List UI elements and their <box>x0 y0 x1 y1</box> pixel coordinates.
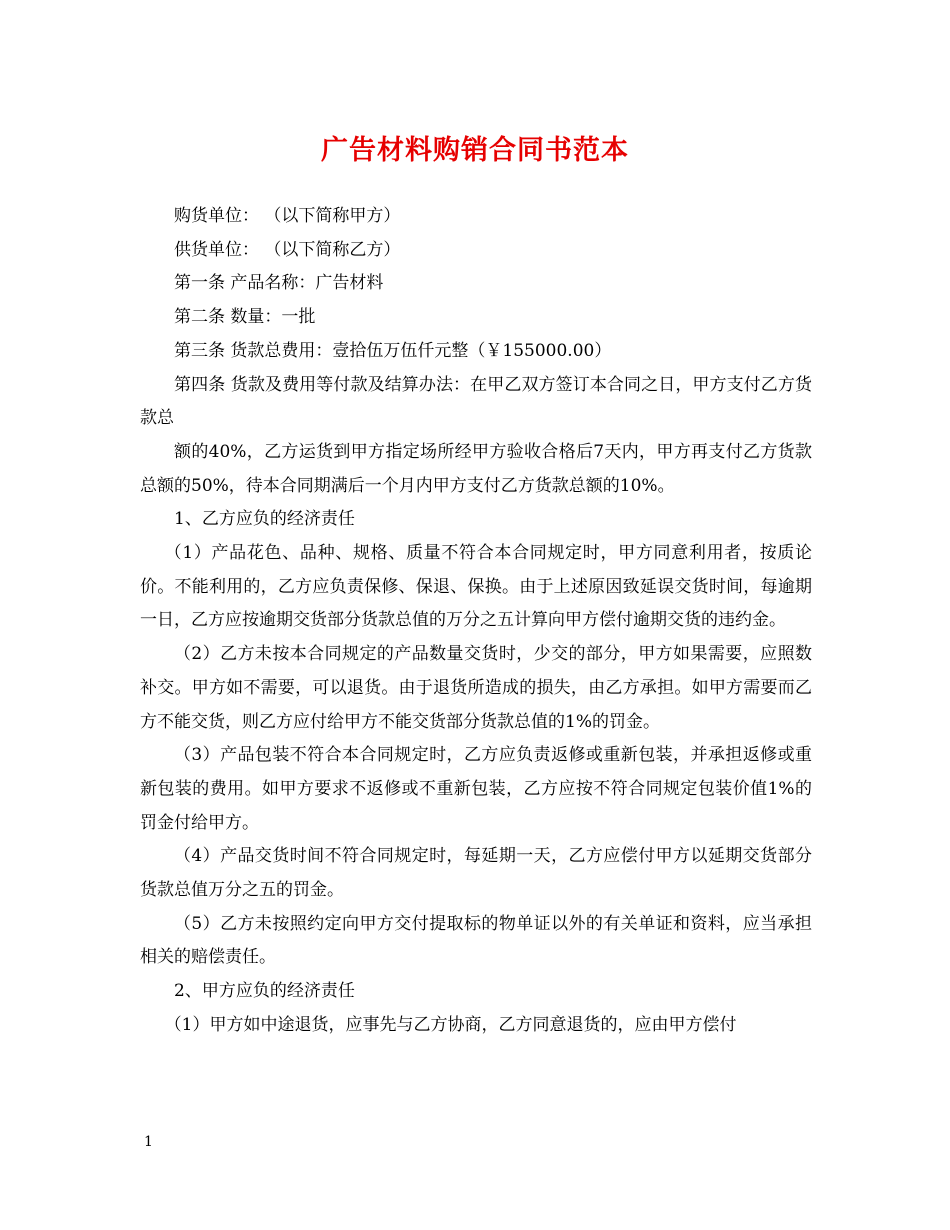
buyer-line: 购货单位： （以下简称甲方） <box>174 206 401 226</box>
contract-body <box>140 200 812 1043</box>
supplier-clause-4: （4）产品交货时间不符合同规定时，每延期一天，乙方应偿付甲方以延期交货部分货款总值万分之五的罚金。 <box>140 846 812 901</box>
supplier-clause-3: （3）产品包装不符合本合同规定时，乙方应负责返修或重新包装，并承担返修或重新包装的费用。如甲方要求不返修或不重新包装，乙方应按不符合同规定包装价值1%的罚金付给甲方。 <box>140 745 812 833</box>
article-4-continued: 额的40%，乙方运货到甲方指定场所经甲方验收合格后7天内，甲方再支付乙方货款总额的50%，待本合同期满后一个月内甲方支付乙方货款总额的10%。 <box>140 441 812 496</box>
supplier-clause-2: （2）乙方未按本合同规定的产品数量交货时，少交的部分，甲方如果需要，应照数补交。甲方如不需要，可以退货。由于退货所造成的损失，由乙方承担。如甲方需要而乙方不能交货，则乙方应付给甲方不能交货部分货款总值的1%的罚金。 <box>140 644 812 732</box>
article-3: 第三条 货款总费用：壹拾伍万伍仟元整（￥155000.00） <box>174 340 612 361</box>
supplier-line: 供货单位： （以下简称乙方） <box>174 239 401 260</box>
supplier-clause-5: （5）乙方未按照约定向甲方交付提取标的物单证以外的有关单证和资料，应当承担相关的赔偿责任。 <box>140 913 812 968</box>
article-2: 第二条 数量：一批 <box>174 307 316 328</box>
supplier-clause-1: （1）产品花色、品种、规格、质量不符合本合同规定时，甲方同意利用者，按质论价。不能利用的，乙方应负责保修、保退、保换。由于上述原因致延误交货时间，每逾期一日，乙方应按逾期交货部分货款总值的万分之五计算向甲方偿付逾期交货的违约金。 <box>140 543 812 631</box>
article-1: 第一条 产品名称：广告材料 <box>174 273 384 294</box>
document-title: 广告材料购销合同书范本 <box>321 135 629 166</box>
page-number: 1 <box>144 1134 153 1150</box>
buyer-clause-1: （1）甲方如中途退货，应事先与乙方协商，乙方同意退货的，应由甲方偿付 <box>164 1014 737 1035</box>
article-4: 第四条 货款及费用等付款及结算办法：在甲乙双方签订本合同之日，甲方支付乙方货款总 <box>140 374 812 429</box>
section-heading-supplier-liability: 1、乙方应负的经济责任 <box>174 509 355 530</box>
section-heading-buyer-liability: 2、甲方应负的经济责任 <box>174 981 355 1002</box>
